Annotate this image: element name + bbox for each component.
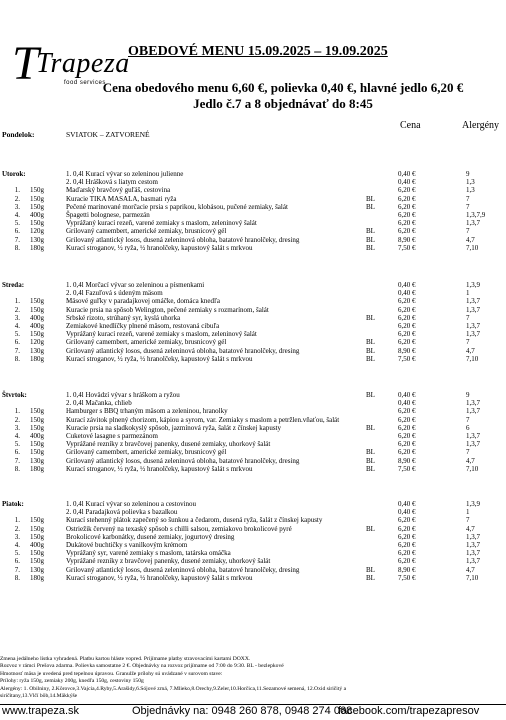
item-description: Srbské rizoto, strúhaný syr, kyslá uhorka (66, 313, 181, 322)
item-price: 0,40 € (398, 391, 416, 399)
item-number: 4. (14, 211, 20, 219)
item-allergens: 7 (466, 313, 470, 322)
item-price: 6,20 € (398, 305, 416, 314)
menu-row (0, 330, 506, 338)
gluten-free-mark: BL (366, 313, 375, 322)
item-price: 0,40 € (398, 281, 416, 289)
item-description: Vyprážaný syr, varené zemiaky s maslom, tatárska omáčka (66, 549, 231, 558)
gluten-free-mark: BL (366, 346, 375, 355)
item-description: Kurací stehenný plátok zapečený so šunkou a čedarom, dusená ryža, šalát z čínskej kapusty (66, 516, 323, 525)
item-weight: 150g (30, 423, 44, 432)
item-price: 8,90 € (398, 456, 416, 465)
item-allergens: 1 (466, 508, 470, 517)
item-allergens: 1,3,7,9 (466, 211, 486, 219)
item-weight: 150g (30, 407, 44, 416)
item-weight: 400g (30, 322, 44, 330)
item-number: 1. (14, 516, 20, 525)
item-price: 6,20 € (398, 448, 416, 457)
item-number: 8. (14, 243, 20, 252)
menu-row (0, 297, 506, 305)
item-allergens: 7 (466, 415, 470, 424)
menu-row (0, 178, 506, 186)
item-description: Vyprážané rezníky z bravčovej panenky, dusené zemiaky, uhorkový šalát (66, 440, 271, 449)
item-allergens: 7 (466, 202, 470, 211)
order-deadline-info: Jedlo č.7 a 8 objednávať do 8:45 (193, 96, 373, 111)
item-description: 2. 0,4l Hrášková s liatym cestom (66, 178, 158, 187)
menu-row (0, 457, 506, 465)
item-allergens: 1,3,7 (466, 440, 480, 449)
menu-row (0, 314, 506, 322)
item-allergens: 1,3,9 (466, 281, 480, 289)
item-price: 6,20 € (398, 227, 416, 236)
menu-row (0, 557, 506, 565)
item-description: Kurací závitok plnený chorizom, kápiou a syrom, var. Zemiaky s maslom a petržlen.vňaťou, šalát (66, 415, 340, 424)
item-allergens: 1,3,7 (466, 399, 480, 408)
item-weight: 150g (30, 305, 44, 314)
footer-line: Prílohy: ryža 150g, zemiaky 200g, knedľa 150g, cestoviny 150g (0, 678, 144, 685)
item-weight: 130g (30, 565, 44, 574)
item-allergens: 1,3,7 (466, 549, 480, 558)
menu-row (0, 549, 506, 557)
item-number: 6. (14, 448, 20, 457)
gluten-free-mark: BL (366, 464, 375, 473)
day-label: Utorok: (2, 170, 26, 178)
website-link[interactable]: www.trapeza.sk (2, 705, 80, 717)
item-price: 0,40 € (398, 500, 416, 508)
item-weight: 150g (30, 186, 44, 195)
item-number: 8. (14, 464, 20, 473)
item-description: Brokolicové karbonátky, dusené zemiaky, jogurtový dresing (66, 532, 235, 541)
item-price: 6,20 € (398, 541, 416, 549)
footer-line: Alergény: 1. Obilniny, 2.Kôrovce,3.Vajcia,4.Ryby,5.Arašidy,6.Sójové zrná, 7.Mlieko,8.Orechy,9.Zeler,10.Horčica,11.Sezamové semená, 12.Oxid siričitý a (0, 685, 347, 692)
item-price: 6,20 € (398, 407, 416, 416)
logo-subtitle: food services (64, 80, 106, 86)
item-allergens: 7 (466, 227, 470, 236)
item-price: 0,40 € (398, 399, 416, 408)
gluten-free-mark: BL (366, 338, 375, 347)
menu-row (0, 465, 506, 473)
gluten-free-mark: BL (366, 354, 375, 363)
item-description: Vyprážaný kurací rezeň, varené zemiaky s maslom, zeleninový šalát (66, 330, 257, 339)
item-description: Grilovaný atlantický losos, dusená zeleninová obloha, batatové hranolčeky, dresing (66, 565, 300, 574)
item-weight: 150g (30, 557, 44, 566)
menu-row (0, 306, 506, 314)
menu-row (0, 322, 506, 330)
item-number: 8. (14, 354, 20, 363)
item-allergens: 1,3,7 (466, 541, 480, 549)
item-number: 3. (14, 423, 20, 432)
item-price: 6,20 € (398, 330, 416, 339)
allergens-column-header: Alergény (462, 120, 500, 131)
item-price: 7,50 € (398, 354, 416, 363)
day-label: Streda: (2, 281, 25, 289)
item-description: Cuketové lasagne s parmezánom (66, 432, 158, 440)
item-allergens: 1,3,7 (466, 407, 480, 416)
item-allergens: 1,3 (466, 178, 475, 187)
item-number: 3. (14, 532, 20, 541)
menu-row (0, 399, 506, 407)
menu-row (0, 566, 506, 574)
item-price: 6,20 € (398, 219, 416, 228)
menu-row (0, 236, 506, 244)
item-price: 0,40 € (398, 170, 416, 178)
item-price: 6,20 € (398, 440, 416, 449)
item-number: 2. (14, 305, 20, 314)
item-description: Zemiakové knedlíčky plnené mäsom, restovaná cibuľa (66, 322, 220, 330)
menu-row (0, 244, 506, 252)
menu-row (0, 440, 506, 448)
item-price: 6,20 € (398, 432, 416, 440)
menu-row (0, 516, 506, 524)
item-allergens: 7,10 (466, 243, 479, 252)
item-description: 2. 0,4l Fazuľová s údeným mäsom (66, 289, 163, 298)
item-allergens: 4,7 (466, 346, 475, 355)
item-description: 1. 0,4l Kurací vývar so zeleninou a cestovinou (66, 500, 197, 508)
menu-row (0, 338, 506, 346)
menu-row (0, 170, 506, 178)
item-allergens: 1,3,7 (466, 532, 480, 541)
gluten-free-mark: BL (366, 235, 375, 244)
item-number: 1. (14, 407, 20, 416)
item-allergens: 1,3,9 (466, 500, 480, 508)
item-description: Kuracie TIKA MASALA, basmati ryža (66, 194, 177, 203)
item-weight: 130g (30, 346, 44, 355)
item-weight: 150g (30, 330, 44, 339)
menu-row (0, 195, 506, 203)
menu-title: OBEDOVÉ MENU 15.09.2025 – 19.09.2025 (128, 44, 388, 59)
menu-row (0, 203, 506, 211)
gluten-free-mark: BL (366, 524, 375, 533)
item-description: Pečené marinované morčacie prsia s paprikou, klobásou, pučené zemiaky, šalát (66, 202, 288, 211)
item-description: 2. 0,4l Paradajková polievka s bazalkou (66, 508, 178, 517)
item-allergens: 7 (466, 448, 470, 457)
item-price: 6,20 € (398, 423, 416, 432)
item-price: 0,40 € (398, 508, 416, 517)
item-price: 6,20 € (398, 313, 416, 322)
item-price: 6,20 € (398, 557, 416, 566)
item-description: Maďarský bravčový guľáš, cestovina (66, 186, 171, 195)
item-allergens: 7 (466, 516, 470, 525)
item-description: Dukátové buchtičky s vanilkovým krémom (66, 541, 188, 549)
item-weight: 180g (30, 573, 44, 582)
menu-row (0, 211, 506, 219)
item-weight: 180g (30, 464, 44, 473)
item-number: 1. (14, 186, 20, 195)
menu-row (0, 219, 506, 227)
item-number: 7. (14, 235, 20, 244)
gluten-free-mark: BL (366, 448, 375, 457)
item-allergens: 7,10 (466, 464, 479, 473)
item-price: 6,20 € (398, 532, 416, 541)
item-weight: 130g (30, 456, 44, 465)
item-weight: 400g (30, 211, 44, 219)
gluten-free-mark: BL (366, 423, 375, 432)
item-allergens: 4,7 (466, 565, 475, 574)
item-description: Kurací stroganov, ½ ryža, ½ hranolčeky, kapustový šalát s mrkvou (66, 464, 253, 473)
menu-row (0, 289, 506, 297)
item-price: 6,20 € (398, 516, 416, 525)
item-number: 6. (14, 338, 20, 347)
item-number: 4. (14, 541, 20, 549)
item-description: Kurací stroganov, ½ ryža, ½ hranolčeky, kapustový šalát s mrkvou (66, 573, 253, 582)
item-weight: 150g (30, 202, 44, 211)
footer-line: Hmotnosť mäsa je uvedená pred tepelnou úpravou. Granulže prílohy sú uvádzané v surovom stave: (0, 670, 223, 677)
menu-row (0, 355, 506, 363)
item-weight: 150g (30, 516, 44, 525)
item-weight: 120g (30, 338, 44, 347)
item-allergens: 9 (466, 391, 470, 399)
item-allergens: 4,7 (466, 456, 475, 465)
item-price: 6,20 € (398, 524, 416, 533)
item-allergens: 6 (466, 423, 470, 432)
item-description: Grilovaný atlantický losos, dusená zeleninová obloha, batatové hranolčeky, dresing (66, 235, 300, 244)
item-description: Špagetti bolognese, parmezán (66, 211, 150, 219)
item-allergens: 1,3,7 (466, 330, 480, 339)
item-allergens: 7,10 (466, 354, 479, 363)
item-price: 0,40 € (398, 178, 416, 187)
item-number: 2. (14, 415, 20, 424)
item-price: 6,20 € (398, 338, 416, 347)
item-weight: 150g (30, 440, 44, 449)
item-price: 7,50 € (398, 243, 416, 252)
item-allergens: 1,3,7 (466, 297, 480, 306)
item-description: Kuracie prsia na sladkokyslý spôsob, jazmínová ryža, šalát z čínskej kapusty (66, 423, 281, 432)
item-price: 0,40 € (398, 289, 416, 298)
menu-row (0, 186, 506, 194)
day-label: Piatok: (2, 500, 24, 508)
item-number: 2. (14, 194, 20, 203)
item-price: 7,50 € (398, 464, 416, 473)
item-description: Mäsové guľky v paradajkovej omáčke, domáca knedľa (66, 297, 220, 306)
item-price: 7,50 € (398, 573, 416, 582)
menu-row (0, 416, 506, 424)
item-number: 7. (14, 565, 20, 574)
item-price: 6,20 € (398, 202, 416, 211)
item-description: 1. 0,4l Kurací vývar so zeleninou julienne (66, 170, 184, 178)
item-allergens: 4,7 (466, 235, 475, 244)
item-number: 3. (14, 313, 20, 322)
gluten-free-mark: BL (366, 202, 375, 211)
item-description: Hamburger s BBQ trhaným mäsom a zeleninou, hranolky (66, 407, 228, 416)
item-number: 2. (14, 524, 20, 533)
item-price: 8,90 € (398, 565, 416, 574)
item-allergens: 1,3,7 (466, 219, 480, 228)
item-description: Grilovaný atlantický losos, dusená zeleninová obloha, batatové hranolčeky, dresing (66, 456, 300, 465)
item-allergens: 1,3,7 (466, 432, 480, 440)
logo-brand: Trapeza (36, 48, 130, 79)
item-description: Grilovaný camembert, americké zemiaky, brusnicový gél (66, 227, 227, 236)
item-description: Grilovaný camembert, americké zemiaky, brusnicový gél (66, 338, 227, 347)
menu-row (0, 508, 506, 516)
item-weight: 150g (30, 448, 44, 457)
gluten-free-mark: BL (366, 565, 375, 574)
gluten-free-mark: BL (366, 243, 375, 252)
footer-line: siričitany,13.Vlčí bôb,14.Mäkkýše (0, 693, 78, 699)
item-weight: 130g (30, 235, 44, 244)
item-weight: 150g (30, 415, 44, 424)
gluten-free-mark: BL (366, 194, 375, 203)
item-allergens: 9 (466, 170, 470, 178)
item-description: Kurací stroganov, ½ ryža, ½ hranolčeky, kapustový šalát s mrkvou (66, 354, 253, 363)
facebook-link[interactable]: facebook.com/trapezapresov (338, 705, 480, 717)
menu-row (0, 281, 506, 289)
item-price: 6,20 € (398, 297, 416, 306)
item-number: 7. (14, 456, 20, 465)
item-description: Ostriežik červený na texaský spôsob s chilli salsou, zemiakovo brokolicové pyré (66, 524, 292, 533)
item-description: 1. 0,4l Hovädzí vývar s hráškom a ryžou (66, 391, 180, 399)
item-description: Grilovaný atlantický losos, dusená zeleninová obloha, batatové hranolčeky, dresing (66, 346, 300, 355)
menu-row (0, 424, 506, 432)
item-weight: 180g (30, 243, 44, 252)
item-weight: 150g (30, 532, 44, 541)
item-number: 4. (14, 322, 20, 330)
item-price: 6,20 € (398, 549, 416, 558)
item-price: 8,90 € (398, 346, 416, 355)
item-number: 7. (14, 346, 20, 355)
item-description: 1. 0,4l Morčací vývar so zeleninou a písmenkami (66, 281, 205, 289)
item-price: 8,90 € (398, 235, 416, 244)
item-description: Grilovaný camembert, americké zemiaky, brusnicový gél (66, 448, 227, 457)
item-price: 6,20 € (398, 211, 416, 219)
item-number: 3. (14, 202, 20, 211)
day-label: Štvrtok: (2, 391, 27, 399)
item-weight: 180g (30, 354, 44, 363)
menu-row (0, 525, 506, 533)
item-number: 6. (14, 227, 20, 236)
price-info: Cena obedového menu 6,60 €, polievka 0,40 €, hlavné jedlo 6,20 € (102, 80, 464, 95)
item-number: 5. (14, 440, 20, 449)
menu-row (0, 227, 506, 235)
item-allergens: 1,3,7 (466, 305, 480, 314)
item-number: 5. (14, 219, 20, 228)
menu-row (0, 574, 506, 582)
menu-row (0, 432, 506, 440)
item-price: 6,20 € (398, 415, 416, 424)
item-allergens: 1,3,7 (466, 557, 480, 566)
gluten-free-mark: BL (366, 227, 375, 236)
menu-row (0, 391, 506, 399)
item-allergens: 7,10 (466, 573, 479, 582)
item-number: 4. (14, 432, 20, 440)
item-allergens: 1 (466, 289, 470, 298)
menu-row (0, 407, 506, 415)
item-number: 8. (14, 573, 20, 582)
menu-row (0, 500, 506, 508)
item-allergens: 1,3 (466, 186, 475, 195)
item-price: 6,20 € (398, 322, 416, 330)
item-price: 6,20 € (398, 194, 416, 203)
item-weight: 400g (30, 541, 44, 549)
item-weight: 150g (30, 297, 44, 306)
item-number: 5. (14, 549, 20, 558)
item-number: 1. (14, 297, 20, 306)
item-weight: 400g (30, 432, 44, 440)
item-allergens: 4,7 (466, 524, 475, 533)
item-description: Kurací stroganov, ½ ryža, ½ hranolčeky, kapustový šalát s mrkvou (66, 243, 253, 252)
item-weight: 150g (30, 549, 44, 558)
gluten-free-mark: BL (366, 456, 375, 465)
menu-row (0, 533, 506, 541)
menu-row (0, 541, 506, 549)
item-allergens: 7 (466, 194, 470, 203)
item-number: 5. (14, 330, 20, 339)
item-number: 6. (14, 557, 20, 566)
orders-phone: Objednávky na: 0948 260 878, 0948 274 068 (132, 705, 353, 717)
pondelok-closed: SVIATOK – ZATVORENÉ (66, 130, 150, 139)
trapeza-logo (8, 20, 130, 90)
item-weight: 400g (30, 313, 44, 322)
price-column-header: Cena (400, 120, 421, 131)
item-description: 2. 0,4l Mačanka, chlieb (66, 399, 132, 408)
footer-line: Zmena jedálneho lístka vyhradená. Platbu kartou hláste vopred. Prijímame platby stravovacími kartami DOXX. (0, 656, 251, 662)
gluten-free-mark: BL (366, 573, 375, 582)
item-allergens: 1,3,7 (466, 322, 480, 330)
menu-row (0, 448, 506, 456)
item-weight: 150g (30, 524, 44, 533)
item-description: Vyprážaný kurací rezeň, varené zemiaky s maslom, zeleninový šalát (66, 219, 257, 228)
item-price: 6,20 € (398, 186, 416, 195)
item-description: Kuracie prsia na spôsob Welington, pečené zemiaky s rozmarínom, šalát (66, 305, 269, 314)
day-label-pondelok: Pondelok: (2, 130, 35, 139)
menu-row (0, 347, 506, 355)
item-weight: 120g (30, 227, 44, 236)
gluten-free-mark: BL (366, 391, 375, 399)
footer-line: Rozvoz v rámci Prešova zdarma. Polievka samostatne 2 €. Objednávky na rozvoz prijímame od 7:00 do 9:30. BL - bezlepkové (0, 663, 284, 670)
item-weight: 150g (30, 194, 44, 203)
item-weight: 150g (30, 219, 44, 228)
item-description: Vyprážané rezníky z bravčovej panenky, dusené zemiaky, uhorkový šalát (66, 557, 271, 566)
logo-letter: T (12, 37, 39, 90)
item-allergens: 7 (466, 338, 470, 347)
